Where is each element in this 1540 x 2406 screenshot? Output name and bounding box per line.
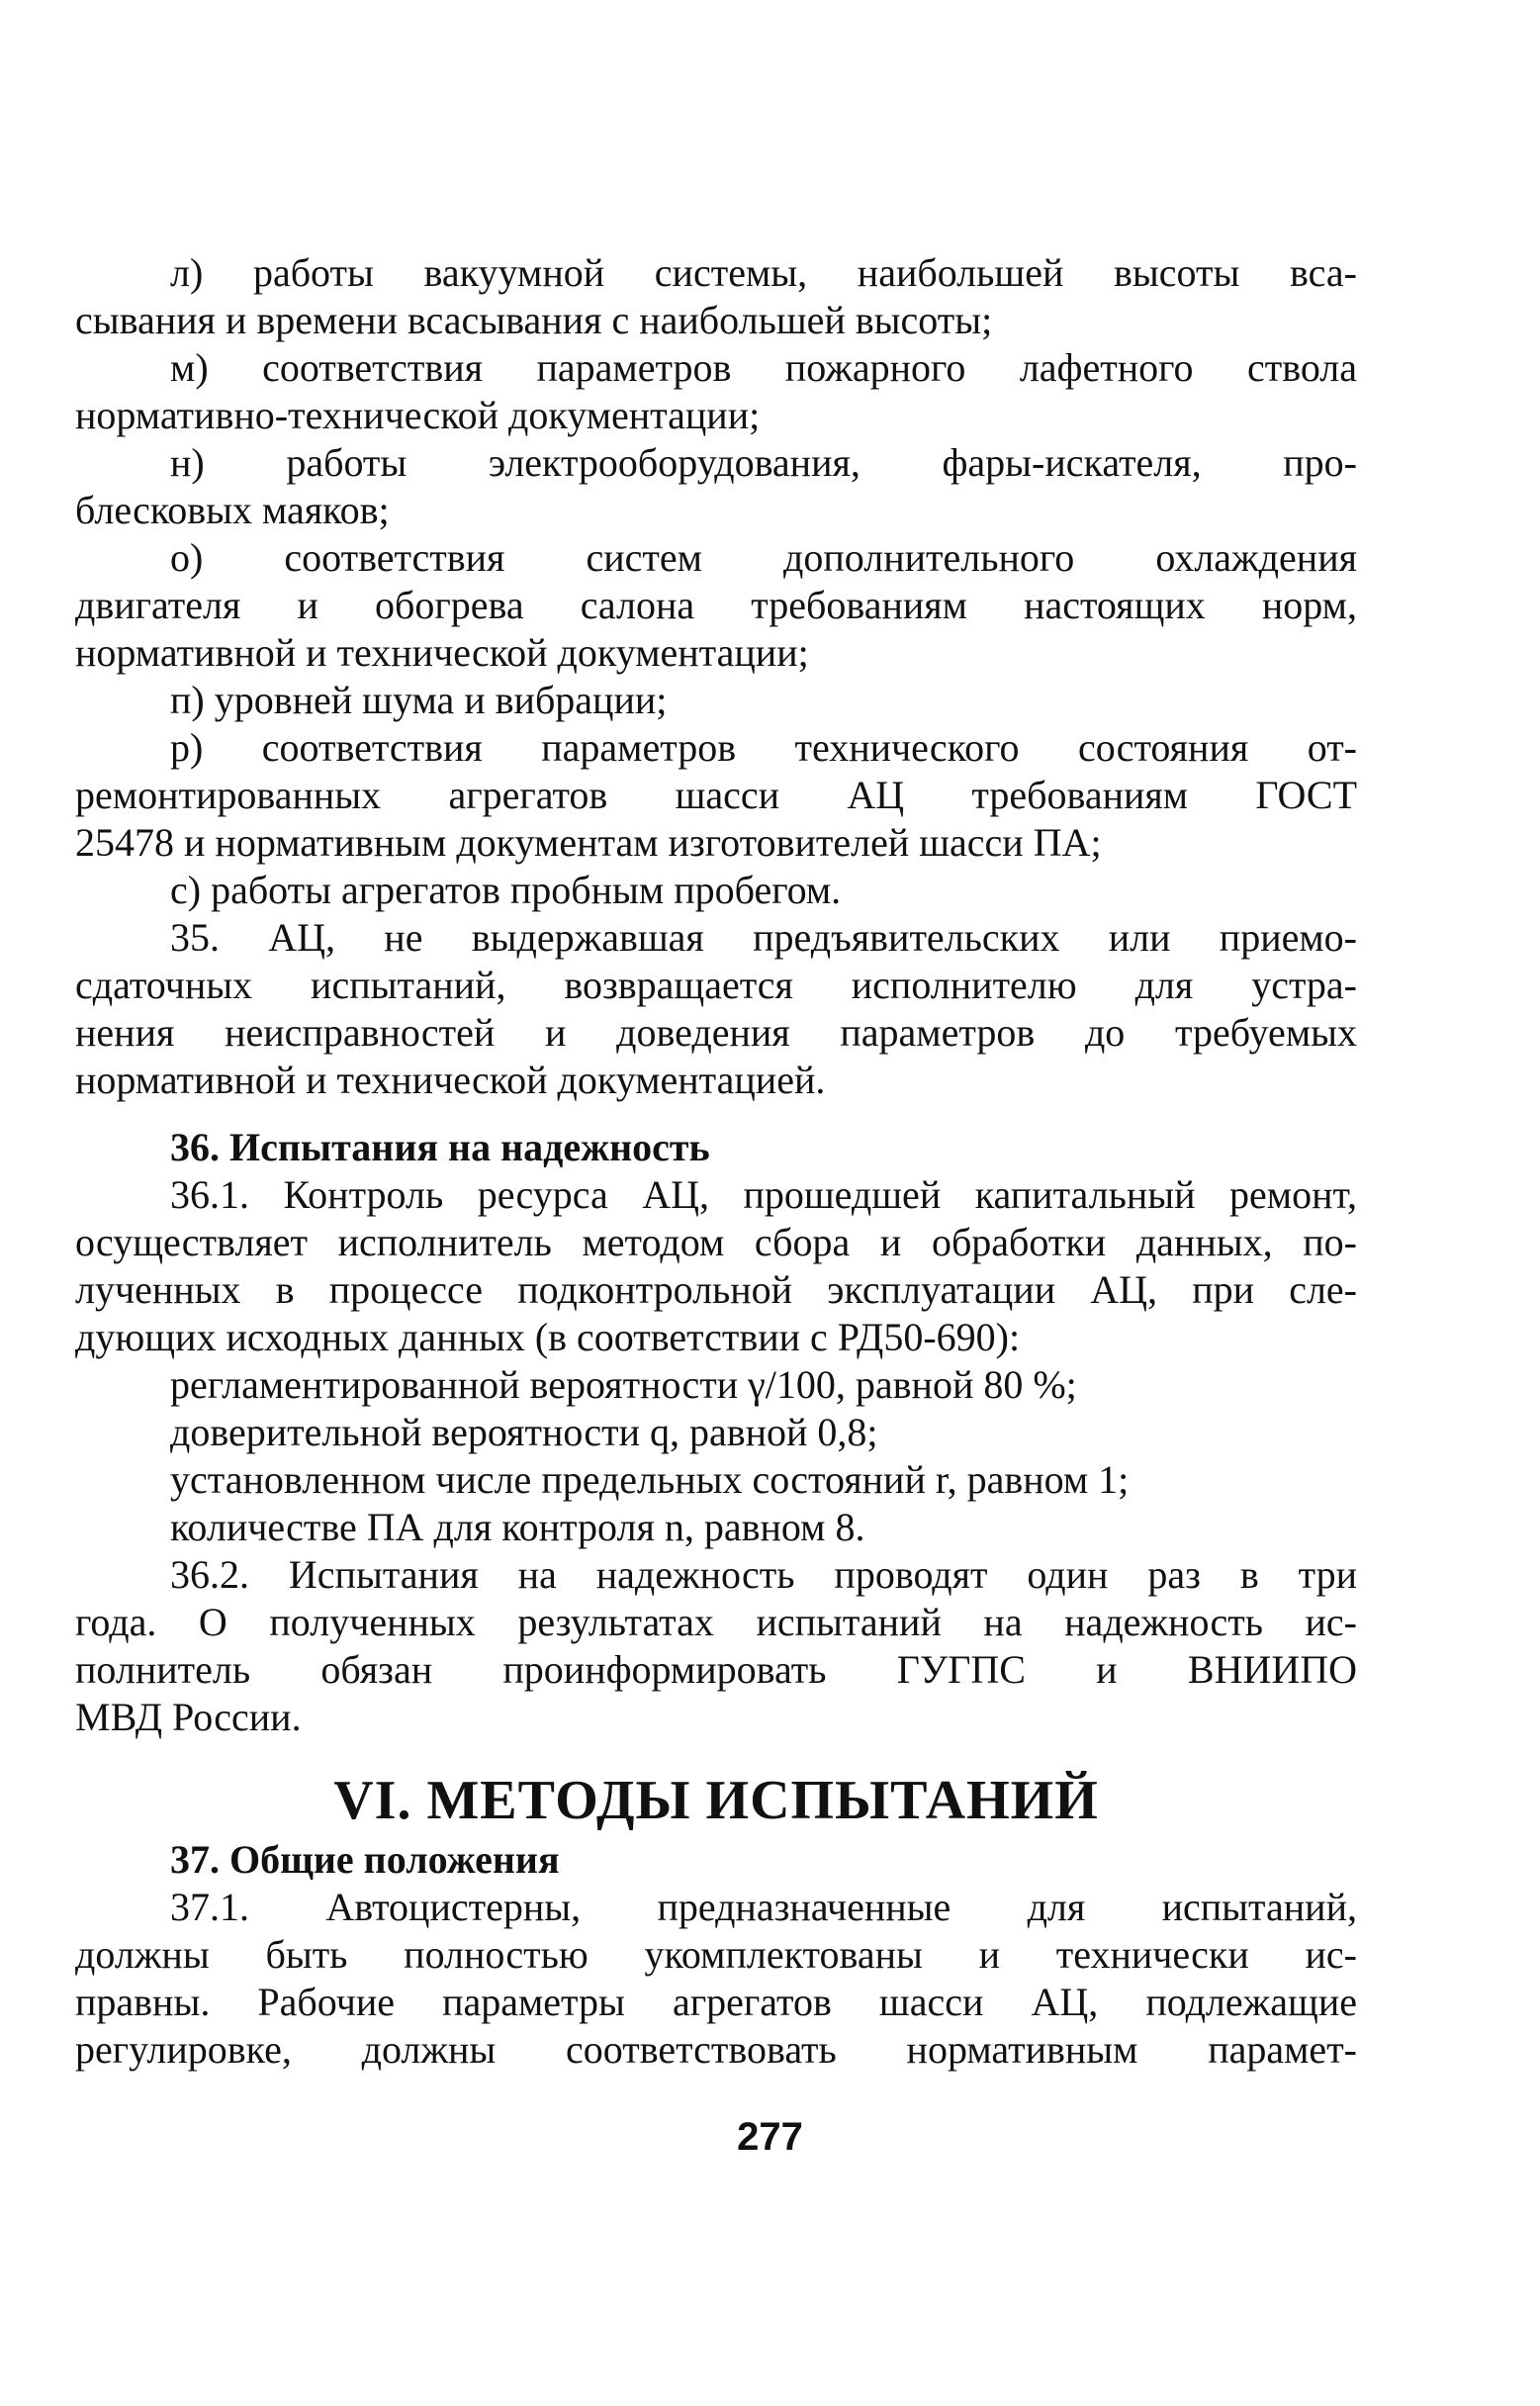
paragraph-line: осуществляет исполнитель методом сбора и обработки данных, по-: [75, 1220, 1357, 1264]
paragraph-line: нения неисправностей и доведения параметров до требуемых: [75, 1010, 1357, 1055]
list-line: регламентированной вероятности γ/100, равной 80 %;: [170, 1362, 1077, 1407]
paragraph-line: дующих исходных данных (в соответствии с РД50-690):: [75, 1315, 1021, 1359]
subsection-heading: 37. Общие положения: [170, 1837, 560, 1882]
paragraph-line: правны. Рабочие параметры агрегатов шасси АЦ, подлежащие: [75, 1980, 1357, 2024]
paragraph-line: нормативной и технической документации;: [75, 630, 809, 675]
paragraph-line: регулировке, должны соответствовать нормативным парамет-: [75, 2027, 1357, 2072]
paragraph-line: нормативно-технической документации;: [75, 393, 761, 437]
paragraph-line: 25478 и нормативным документам изготовителей шасси ПА;: [75, 820, 1102, 865]
paragraph-line: ремонтированных агрегатов шасси АЦ требованиям ГОСТ: [75, 773, 1357, 817]
paragraph-line: 36.2. Испытания на надежность проводят один раз в три: [170, 1552, 1357, 1597]
paragraph-line: сдаточных испытаний, возвращается исполнителю для устра-: [75, 963, 1357, 1007]
paragraph-line: МВД России.: [75, 1695, 302, 1739]
list-line: количестве ПА для контроля n, равном 8.: [170, 1505, 865, 1549]
paragraph-line: 35. АЦ, не выдержавшая предъявительских или приемо-: [170, 915, 1357, 960]
paragraph-line: п) уровней шума и вибрации;: [170, 678, 668, 722]
paragraph-line: н) работы электрооборудования, фары-искателя, про-: [170, 440, 1357, 485]
paragraph-line: л) работы вакуумной системы, наибольшей высоты вса-: [170, 250, 1357, 295]
list-line: установленном числе предельных состояний r, равном 1;: [170, 1457, 1130, 1502]
paragraph-line: блесковых маяков;: [75, 488, 390, 532]
paragraph-line: двигателя и обогрева салона требованиям настоящих норм,: [75, 583, 1357, 627]
paragraph-line: полнитель обязан проинформировать ГУГПС и ВНИИПО: [75, 1647, 1357, 1692]
paragraph-line: нормативной и технической документацией.: [75, 1058, 826, 1102]
page-number: 277: [737, 2115, 803, 2159]
list-line: доверительной вероятности q, равной 0,8;: [170, 1410, 878, 1454]
paragraph-line: о) соответствия систем дополнительного охлаждения: [170, 535, 1357, 580]
paragraph-line: 37.1. Автоцистерны, предназначенные для испытаний,: [170, 1885, 1357, 1929]
paragraph-line: с) работы агрегатов пробным пробегом.: [170, 868, 842, 912]
subsection-heading: 36. Испытания на надежность: [170, 1125, 710, 1169]
paragraph-line: должны быть полностью укомплектованы и технически ис-: [75, 1932, 1357, 1977]
paragraph-line: 36.1. Контроль ресурса АЦ, прошедшей капитальный ремонт,: [170, 1172, 1357, 1217]
paragraph-line: лученных в процессе подконтрольной эксплуатации АЦ, при сле-: [75, 1267, 1357, 1312]
paragraph-line: сывания и времени всасывания с наибольшей высоты;: [75, 298, 993, 342]
section-title: VI. МЕТОДЫ ИСПЫТАНИЙ: [333, 1770, 1099, 1831]
paragraph-line: м) соответствия параметров пожарного лафетного ствола: [170, 345, 1357, 390]
paragraph-line: года. О полученных результатах испытаний на надежность ис-: [75, 1600, 1357, 1644]
paragraph-line: р) соответствия параметров технического состояния от-: [170, 725, 1357, 770]
